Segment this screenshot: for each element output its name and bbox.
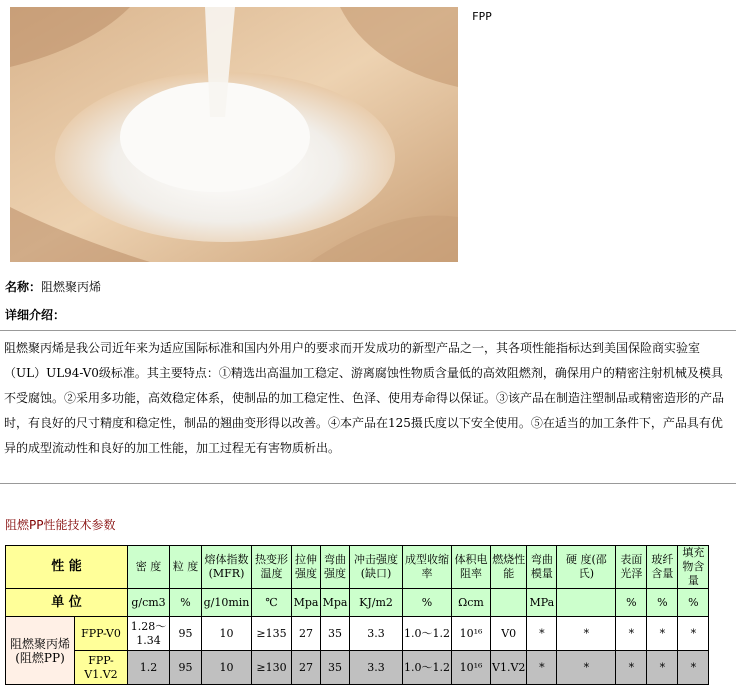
col-header: 热变形温度	[252, 546, 292, 589]
value-cell: 3.3	[350, 651, 403, 685]
unit-cell	[491, 589, 527, 617]
value-cell: *	[678, 617, 709, 651]
table-row	[6, 617, 709, 651]
col-header: 冲击强度(缺口)	[350, 546, 403, 589]
value-cell: 35	[321, 651, 350, 685]
table-title: 阻燃PP性能技术参数	[5, 518, 116, 532]
unit-cell: g/10min	[202, 589, 252, 617]
pellets-image	[10, 7, 458, 262]
table-unit-row	[6, 589, 709, 617]
grade-cell: FPP-V1.V2	[75, 651, 128, 685]
unit-cell: g/cm3	[128, 589, 170, 617]
product-name-line	[5, 278, 101, 295]
value-cell: 95	[170, 617, 202, 651]
value-cell: 10	[202, 617, 252, 651]
col-header: 弯曲模量	[527, 546, 557, 589]
table-row	[6, 651, 709, 685]
product-code: FPP	[472, 10, 492, 23]
divider-bottom	[0, 483, 736, 484]
value-cell: ≥135	[252, 617, 292, 651]
col-header: 表面光泽	[616, 546, 647, 589]
value-cell: 1.0～1.2	[403, 617, 452, 651]
unit-cell: Mpa	[321, 589, 350, 617]
value-cell: *	[647, 651, 678, 685]
col-header: 熔体指数(MFR)	[202, 546, 252, 589]
value-cell: 10	[202, 651, 252, 685]
value-cell: *	[616, 617, 647, 651]
col-header: 拉伸强度	[292, 546, 321, 589]
divider-top	[0, 330, 736, 331]
col-header: 体积电阻率	[452, 546, 491, 589]
product-name-cell: 阻燃聚丙烯(阻燃PP)	[6, 617, 75, 685]
value-cell: *	[616, 651, 647, 685]
col-header: 成型收缩率	[403, 546, 452, 589]
unit-cell: Mpa	[292, 589, 321, 617]
value-cell: *	[527, 617, 557, 651]
col-header: 弯曲强度	[321, 546, 350, 589]
col-header: 密 度	[128, 546, 170, 589]
prop-header: 性 能	[6, 546, 128, 589]
col-header: 填充物含量	[678, 546, 709, 589]
value-cell: 3.3	[350, 617, 403, 651]
unit-cell: KJ/m2	[350, 589, 403, 617]
spec-table	[5, 545, 709, 685]
value-cell: 1.0～1.2	[403, 651, 452, 685]
value-cell: *	[557, 617, 616, 651]
unit-cell: %	[170, 589, 202, 617]
unit-cell: ℃	[252, 589, 292, 617]
unit-cell: MPa	[527, 589, 557, 617]
col-header: 玻纤含量	[647, 546, 678, 589]
table-header-row	[6, 546, 709, 589]
value-cell: *	[647, 617, 678, 651]
product-photo	[10, 7, 458, 262]
value-cell: *	[557, 651, 616, 685]
value-cell: *	[527, 651, 557, 685]
name-value: 阻燃聚丙烯	[41, 280, 102, 294]
value-cell: 1.2	[128, 651, 170, 685]
unit-cell: %	[647, 589, 678, 617]
value-cell: 95	[170, 651, 202, 685]
col-header: 硬 度(邵氏)	[557, 546, 616, 589]
value-cell: 1.28～1.34	[128, 617, 170, 651]
value-cell: V1.V2	[491, 651, 527, 685]
value-cell: 27	[292, 617, 321, 651]
detail-heading	[5, 306, 65, 323]
unit-cell: %	[616, 589, 647, 617]
col-header: 燃烧性能	[491, 546, 527, 589]
value-cell: 35	[321, 617, 350, 651]
product-description: 阻燃聚丙烯是我公司近年来为适应国际标准和国内外用户的要求而开发成功的新型产品之一，其各项性能指标达到美国保险商实验室（UL）UL94-V0级标准。其主要特点：①精选出高温加工稳定、游离腐蚀性物质含量低的高效阻燃剂，确保用户的精密注射机械及模具不受腐蚀。②采用多功能，高效稳定体系，使制品的加工稳定性、色泽、使用寿命得以保证。③该产品在制造注塑制品或精密造形的产品时，有良好的尺寸精度和稳定性，制品的翘曲变形得以改善。④本产品在125摄氏度以下安全使用。⑤在适当的加工条件下，产品具有优异的成型流动性和良好的加工性能，加工过程无有害物质析出。	[4, 341, 725, 455]
unit-cell: %	[678, 589, 709, 617]
value-cell: 10¹⁶	[452, 617, 491, 651]
value-cell: *	[678, 651, 709, 685]
value-cell: 10¹⁶	[452, 651, 491, 685]
col-header: 粒 度	[170, 546, 202, 589]
unit-cell	[557, 589, 616, 617]
unit-cell: %	[403, 589, 452, 617]
name-label: 名称：	[5, 280, 42, 294]
value-cell: ≥130	[252, 651, 292, 685]
detail-label: 详细介绍：	[5, 308, 66, 322]
value-cell: 27	[292, 651, 321, 685]
unit-header: 单 位	[6, 589, 128, 617]
grade-cell: FPP-V0	[75, 617, 128, 651]
unit-cell: Ωcm	[452, 589, 491, 617]
value-cell: V0	[491, 617, 527, 651]
